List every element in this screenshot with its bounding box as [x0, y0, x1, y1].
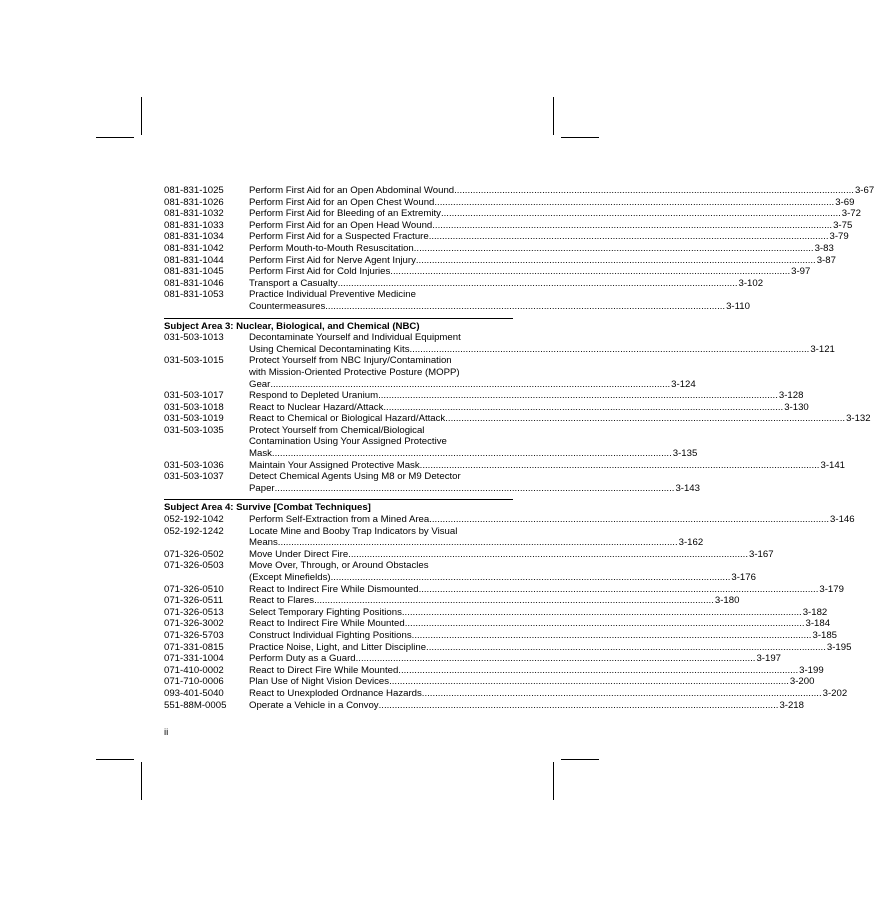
task-title — [249, 584, 844, 596]
task-title — [249, 278, 763, 290]
page-ref: 3-202 — [822, 687, 848, 699]
task-title — [249, 607, 827, 619]
page-ref: 3-135 — [672, 448, 698, 460]
task-title-line: Plan Use of Night Vision Devices — [249, 676, 390, 688]
task-title-line: Using Chemical Decontaminating Kits — [249, 343, 410, 355]
task-code: 071-410-0002 — [164, 664, 224, 676]
page-ref: 3-83 — [814, 242, 834, 254]
task-title-line: Mask — [249, 448, 272, 460]
toc-entry[interactable] — [164, 548, 774, 561]
dot-leader — [338, 278, 738, 290]
table-of-contents — [164, 185, 874, 711]
task-code: 071-710-0006 — [164, 676, 224, 688]
dot-leader — [429, 514, 829, 526]
task-code: 071-331-0815 — [164, 641, 224, 653]
page-ref: 3-146 — [830, 514, 855, 526]
task-code: 081-831-1025 — [164, 185, 224, 196]
task-title-line: React to Indirect Fire While Dismounted — [249, 583, 419, 595]
task-code: 052-192-1042 — [164, 514, 224, 526]
task-title-line: Gear — [249, 378, 271, 390]
dot-leader — [356, 653, 756, 665]
dot-leader — [420, 460, 820, 472]
task-title — [249, 471, 700, 494]
page-ref: 3-79 — [829, 231, 849, 243]
page-ref: 3-197 — [756, 653, 782, 665]
toc-entry[interactable] — [164, 641, 852, 654]
toc-entry[interactable] — [164, 514, 855, 526]
task-title — [249, 560, 756, 583]
task-title — [249, 402, 809, 414]
task-title — [249, 642, 851, 654]
toc-entry[interactable] — [164, 687, 848, 700]
toc-entry[interactable] — [164, 629, 838, 642]
task-title-line: (Except Minefields) — [249, 572, 331, 583]
toc-entry[interactable] — [164, 390, 804, 402]
crop-mark-bottom-left-v — [141, 762, 142, 800]
page-number: ii — [164, 727, 169, 738]
task-code: 081-831-1033 — [164, 219, 224, 231]
toc-entry[interactable] — [164, 653, 782, 665]
dot-leader — [348, 549, 748, 561]
task-title-line: Contamination Using Your Assigned Protective — [249, 436, 447, 448]
task-title — [249, 255, 836, 267]
dot-leader — [325, 301, 725, 313]
task-title-line: Perform Duty as a Guard — [249, 653, 356, 665]
crop-mark-top-right-h — [561, 137, 599, 138]
task-title — [249, 197, 854, 209]
task-title — [249, 231, 849, 243]
page-ref: 3-167 — [749, 548, 774, 560]
toc-entry[interactable] — [164, 459, 846, 472]
task-title-line: Practice Individual Preventive Medicine — [249, 289, 416, 301]
task-code: 071-331-1004 — [164, 653, 224, 665]
page-ref: 3-176 — [731, 572, 756, 583]
page-ref: 3-199 — [799, 664, 824, 676]
task-title — [249, 688, 847, 700]
toc-entry[interactable] — [164, 289, 750, 312]
dot-leader — [275, 483, 675, 495]
page-ref: 3-132 — [846, 413, 871, 425]
task-title-line: Perform First Aid for Cold Injuries — [249, 266, 391, 278]
page-ref: 3-185 — [812, 629, 838, 641]
toc-entry[interactable] — [164, 185, 874, 197]
task-code: 031-503-1017 — [164, 390, 224, 402]
task-title-line: Detect Chemical Agents Using M8 or M9 Detector — [249, 471, 461, 483]
task-code: 031-503-1019 — [164, 413, 224, 425]
page-ref: 3-182 — [802, 606, 828, 618]
crop-mark-top-right-v — [553, 97, 554, 135]
toc-entry[interactable] — [164, 277, 764, 290]
task-title — [249, 208, 861, 220]
task-title-line: Perform Self-Extraction from a Mined Area — [249, 514, 430, 526]
dot-leader — [278, 537, 678, 549]
page-ref: 3-110 — [726, 300, 750, 312]
page-ref: 3-130 — [784, 401, 809, 413]
page-ref: 3-121 — [810, 343, 835, 355]
dot-leader — [389, 676, 789, 688]
task-code: 081-831-1042 — [164, 242, 224, 254]
task-title-line: React to Unexploded Ordnance Hazards — [249, 687, 422, 699]
dot-leader — [426, 642, 826, 654]
task-title — [249, 653, 781, 665]
dot-leader — [419, 584, 819, 596]
toc-entry[interactable] — [164, 242, 834, 255]
dot-leader — [432, 220, 832, 232]
task-title-line: Locate Mine and Booby Trap Indicators by Visual — [249, 525, 458, 537]
subject-area-heading: Subject Area 3: Nuclear, Biological, and Chemical (NBC) — [164, 318, 513, 333]
toc-entry[interactable] — [164, 332, 835, 355]
subject-area-heading: Subject Area 4: Survive [Combat Techniques] — [164, 499, 513, 514]
dot-leader — [429, 231, 829, 243]
task-code: 081-831-1026 — [164, 196, 224, 208]
toc-entry[interactable] — [164, 219, 853, 232]
task-title — [249, 355, 696, 390]
task-title-line: Practice Noise, Light, and Litter Discipline — [249, 641, 427, 653]
task-code: 031-503-1035 — [164, 424, 224, 436]
task-title — [249, 243, 834, 255]
task-title-line: Respond to Depleted Uranium — [249, 390, 379, 402]
toc-entry[interactable] — [164, 676, 815, 688]
toc-entry[interactable] — [164, 595, 740, 607]
task-title-line: React to Direct Fire While Mounted — [249, 664, 399, 676]
dot-leader — [379, 700, 779, 712]
page-ref: 3-102 — [738, 277, 764, 289]
task-title-line: Means — [249, 537, 278, 549]
dot-leader — [383, 402, 783, 414]
toc-entry[interactable] — [164, 355, 696, 390]
page-ref: 3-87 — [816, 254, 836, 266]
page-ref: 3-162 — [678, 537, 704, 549]
toc-entry[interactable] — [164, 606, 828, 619]
task-title — [249, 676, 814, 688]
task-code: 031-503-1013 — [164, 332, 224, 344]
task-title — [249, 332, 835, 355]
task-title-line: React to Nuclear Hazard/Attack — [249, 401, 384, 413]
task-title — [249, 220, 852, 232]
page-ref: 3-69 — [835, 196, 855, 208]
dot-leader — [402, 607, 802, 619]
task-code: 081-831-1045 — [164, 266, 224, 278]
task-code: 031-503-1037 — [164, 471, 224, 483]
task-title — [249, 413, 871, 425]
dot-leader — [331, 572, 731, 584]
task-code: 071-326-5703 — [164, 629, 224, 641]
dot-leader — [272, 448, 672, 460]
task-title-line: React to Indirect Fire While Mounted — [249, 618, 405, 630]
task-title — [249, 630, 837, 642]
task-code: 071-326-0502 — [164, 548, 224, 560]
page-ref: 3-67 — [854, 185, 874, 196]
page-ref: 3-184 — [805, 618, 831, 630]
task-title-line: Paper — [249, 482, 275, 494]
task-code: 093-401-5040 — [164, 687, 224, 699]
page-ref: 3-195 — [826, 641, 852, 653]
task-title — [249, 549, 774, 561]
toc-entry[interactable] — [164, 471, 700, 494]
task-code: 081-831-1032 — [164, 208, 224, 220]
toc-entry[interactable] — [164, 583, 844, 596]
task-title — [249, 595, 739, 607]
toc-entry[interactable] — [164, 664, 824, 677]
task-code: 071-326-3002 — [164, 618, 224, 630]
page-ref: 3-124 — [671, 378, 696, 390]
toc-entry[interactable] — [164, 560, 756, 583]
task-title-line: Select Temporary Fighting Positions — [249, 606, 402, 618]
task-title — [249, 618, 830, 630]
task-title — [249, 266, 810, 278]
task-title-line: Perform First Aid for Nerve Agent Injury — [249, 254, 416, 266]
crop-mark-bottom-right-v — [553, 762, 554, 800]
task-title — [249, 460, 845, 472]
dot-leader — [314, 595, 714, 607]
toc-entry[interactable] — [164, 196, 855, 209]
task-code: 081-831-1044 — [164, 254, 224, 266]
task-title-line: Move Under Direct Fire — [249, 548, 349, 560]
crop-mark-top-left-v — [141, 97, 142, 135]
crop-mark-bottom-right-h — [561, 759, 599, 760]
task-title — [249, 514, 855, 526]
task-code: 071-326-0503 — [164, 560, 224, 572]
dot-leader — [434, 197, 834, 209]
dot-leader — [398, 665, 798, 677]
toc-entry[interactable] — [164, 401, 809, 414]
task-title-line: Perform First Aid for a Suspected Fracture — [249, 231, 429, 243]
task-code: 071-326-0511 — [164, 595, 224, 607]
page-ref: 3-72 — [841, 208, 861, 220]
dot-leader — [405, 618, 805, 630]
task-title-line: Perform First Aid for an Open Chest Wound — [249, 196, 435, 208]
crop-mark-bottom-left-h — [96, 759, 134, 760]
task-title-line: Protect Yourself from NBC Injury/Contamination — [249, 355, 452, 367]
dot-leader — [441, 208, 841, 220]
task-code: 081-831-1053 — [164, 289, 224, 301]
task-code: 081-831-1046 — [164, 277, 224, 289]
page-ref: 3-218 — [779, 699, 804, 711]
page-ref: 3-180 — [714, 595, 740, 607]
task-title — [249, 700, 804, 712]
task-code: 071-326-0513 — [164, 606, 224, 618]
dot-leader — [454, 185, 854, 197]
task-code: 071-326-0510 — [164, 583, 224, 595]
dot-leader — [445, 413, 845, 425]
task-title-line: Countermeasures — [249, 300, 326, 312]
task-title — [249, 526, 703, 549]
dot-leader — [412, 630, 812, 642]
toc-entry[interactable] — [164, 699, 804, 712]
task-title-line: Perform First Aid for an Open Abdominal Wound — [249, 185, 455, 196]
page-ref: 3-143 — [675, 482, 700, 494]
task-title-line: Decontaminate Yourself and Individual Equipment — [249, 332, 461, 344]
task-title — [249, 665, 824, 677]
task-title — [249, 289, 750, 312]
task-title-line: Operate a Vehicle in a Convoy — [249, 699, 379, 711]
dot-leader — [378, 390, 778, 402]
task-code: 081-831-1034 — [164, 231, 224, 243]
task-title — [249, 185, 874, 197]
page-ref: 3-179 — [819, 583, 844, 595]
crop-mark-top-left-h — [96, 137, 134, 138]
page-ref: 3-97 — [791, 266, 811, 278]
dot-leader — [414, 243, 814, 255]
task-code: 031-503-1036 — [164, 459, 224, 471]
task-code: 031-503-1018 — [164, 401, 224, 413]
page-ref: 3-141 — [820, 459, 846, 471]
toc-entry[interactable] — [164, 231, 849, 243]
task-title — [249, 425, 697, 460]
page-ref: 3-128 — [778, 390, 804, 402]
task-code: 052-192-1242 — [164, 525, 224, 537]
task-title-line: Construct Individual Fighting Positions — [249, 629, 412, 641]
toc-entry[interactable] — [164, 266, 811, 278]
task-title-line: Perform Mouth-to-Mouth Resuscitation — [249, 242, 414, 254]
dot-leader — [416, 255, 816, 267]
task-title-line: Protect Yourself from Chemical/Biological — [249, 424, 425, 436]
task-code: 031-503-1015 — [164, 355, 224, 367]
task-code: 551-88M-0005 — [164, 699, 227, 711]
dot-leader — [422, 688, 822, 700]
toc-entry[interactable] — [164, 413, 871, 425]
dot-leader — [410, 344, 810, 356]
toc-entry[interactable] — [164, 254, 836, 267]
page-ref: 3-75 — [833, 219, 853, 231]
dot-leader — [270, 379, 670, 391]
toc-entry[interactable] — [164, 618, 831, 630]
task-title-line: React to Flares — [249, 595, 315, 607]
toc-entry[interactable] — [164, 424, 698, 460]
task-title — [249, 390, 803, 402]
page-ref: 3-200 — [789, 676, 815, 688]
task-title-line: with Mission-Oriented Protective Posture (MOPP) — [249, 366, 460, 378]
dot-leader — [390, 266, 790, 278]
toc-entry[interactable] — [164, 208, 861, 220]
task-title-line: Perform First Aid for Bleeding of an Extremity — [249, 208, 441, 220]
task-title-line: Transport a Casualty — [249, 277, 338, 289]
toc-entry[interactable] — [164, 525, 704, 549]
task-title-line: Perform First Aid for an Open Head Wound — [249, 219, 433, 231]
task-title-line: Move Over, Through, or Around Obstacles — [249, 560, 429, 572]
task-title-line: React to Chemical or Biological Hazard/Attack — [249, 413, 446, 425]
task-title-line: Maintain Your Assigned Protective Mask — [249, 459, 420, 471]
